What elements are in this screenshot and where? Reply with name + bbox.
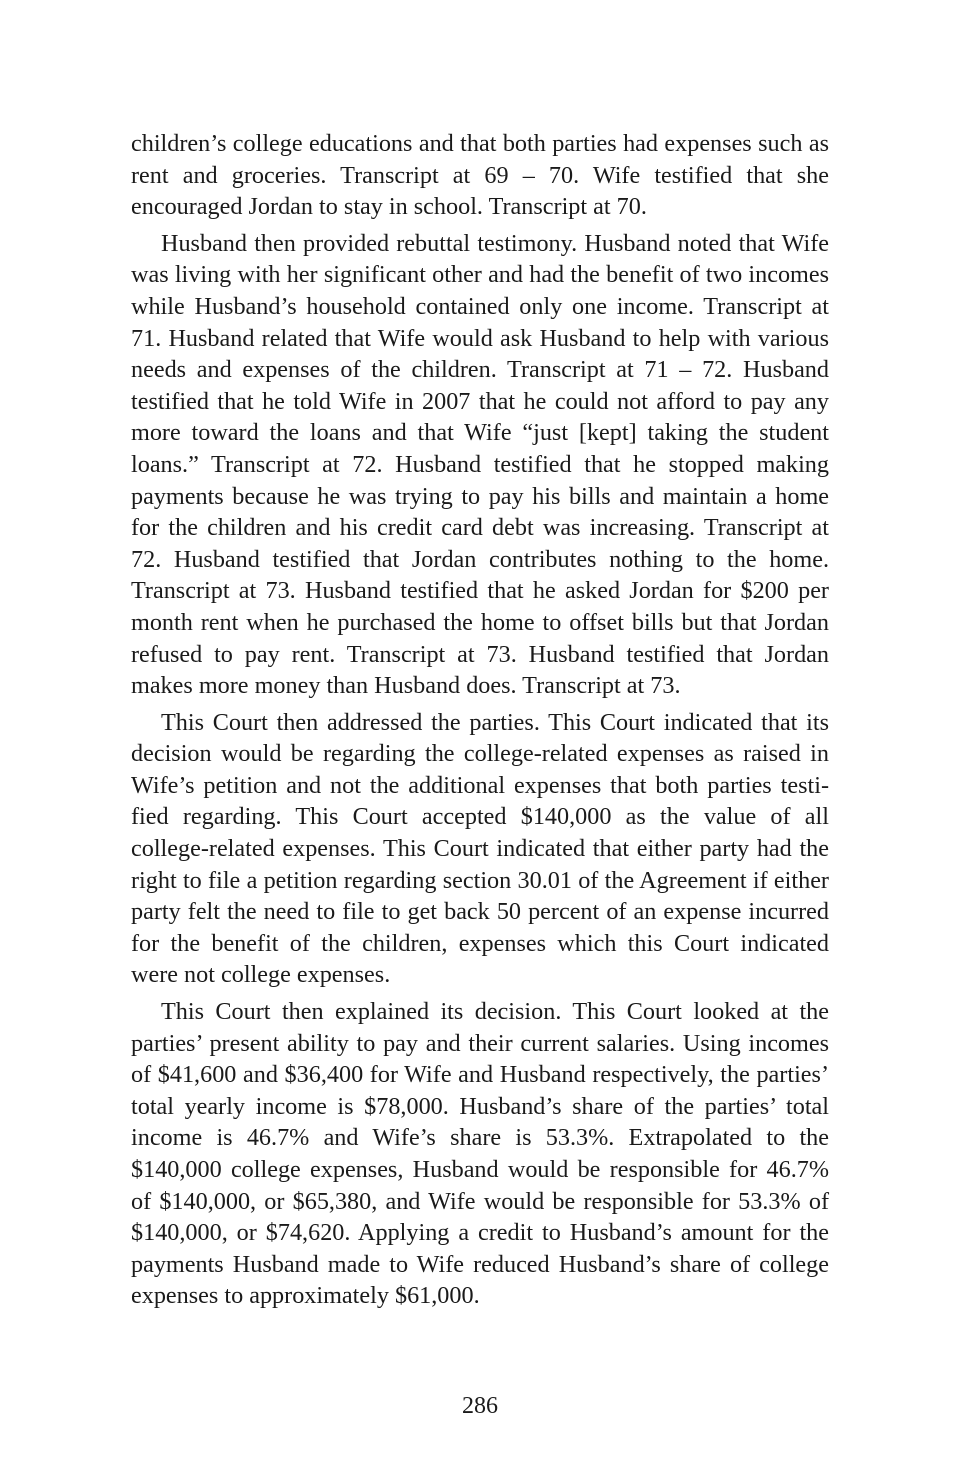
paragraph-husband-rebuttal: Husband then provided rebuttal testimony. Husband noted that Wife was living with her significant other and had the benefit of two incomes while Husband’s household contained only one income. Transcript at 71. Husband related that Wife would ask Husband to help with various needs and expenses of the children. Transcript at 71 – 72. Husband testified that he told Wife in 2007 that he could not afford to pay any more toward the loans and that Wife “just [kept] taking the student loans.” Transcript at 72. Husband testified that he stopped making payments because he was trying to pay his bills and maintain a home for the children and his credit card debt was increasing. Transcript at 72. Husband testified that Jordan contributes nothing to the home. Transcript at 73. Husband testified that he asked Jordan for $200 per month rent when he purchased the home to offset bills but that Jordan refused to pay rent. Transcript at 73. Husband testified that Jordan makes more money than Husband does. Transcript at 73. xyxy=(131,229,829,700)
paragraph-court-addressed: This Court then addressed the parties. This Court indicated that its decision would be regarding the college-related expenses as raised in Wife’s petition and not the additional expenses that both parties testified regarding. This Court accepted $140,000 as the value of all college-related expenses. This Court indicated that either party had the right to file a petition regarding section 30.01 of the Agreement if either party felt the need to file to get back 50 percent of an expense incurred for the benefit of the children, expenses which this Court indicated were not college expenses. xyxy=(131,708,829,989)
paragraph-court-decision: This Court then explained its decision. This Court looked at the parties’ present ability to pay and their current salaries. Using incomes of $41,600 and $36,400 for Wife and Husband respectively, the parties’ total yearly income is $78,000. Husband’s share of the parties’ total income is 46.7% and Wife’s share is 53.3%. Extrapolated to the $140,000 college expenses, Husband would be responsible for 46.7% of $140,000, or $65,380, and Wife would be responsible for 53.3% of $140,000, or $74,620. Applying a credit to Husband’s amount for the payments Husband made to Wife reduced Husband’s share of college expenses to approximately $61,000. xyxy=(131,998,829,1310)
page-number: 286 xyxy=(462,1393,498,1419)
body-text xyxy=(131,128,829,1317)
paragraph-continued: children’s college educations and that both parties had expenses such as rent and groceries. Transcript at 69 – 70. Wife testified that she encouraged Jordan to stay in school. Transcript at 70. xyxy=(131,130,829,221)
